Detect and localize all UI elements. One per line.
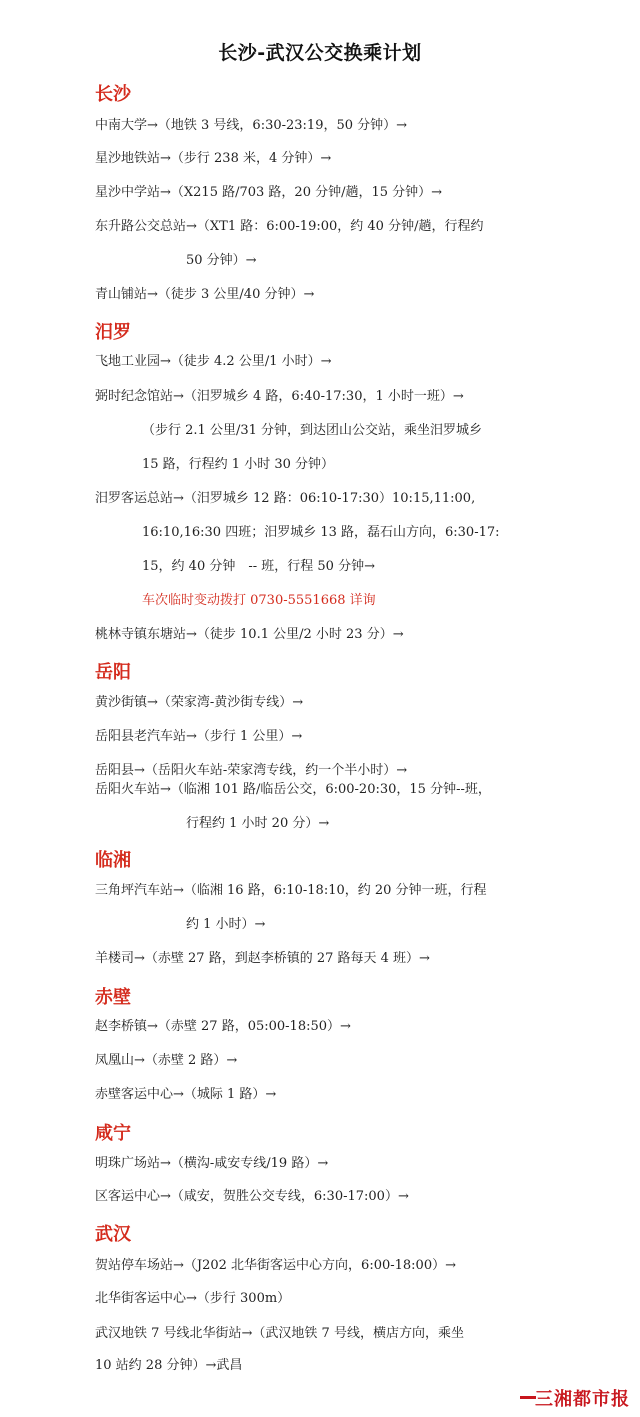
route-line: 弼时纪念馆站→（汨罗城乡 4 路，6:40-17:30，1 小时一班）→ — [95, 389, 464, 404]
route-line: 中南大学→（地铁 3 号线，6:30-23:19，50 分钟）→ — [95, 118, 408, 133]
phone-notice: 车次临时变动拨打 0730-5551668 详询 — [142, 593, 376, 608]
route-line-continued: 15，约 40 分钟 -- 班，行程 50 分钟→ — [142, 559, 375, 574]
route-line: 青山铺站→（徒步 3 公里/40 分钟）→ — [95, 287, 315, 302]
route-line: 三角坪汽车站→（临湘 16 路，6:10-18:10，约 20 分钟一班，行程 — [95, 883, 487, 898]
section-wuhan: 武汉 — [95, 1224, 131, 1245]
route-line: 岳阳县→（岳阳火车站-荣家湾专线，约一个半小时）→ — [95, 763, 408, 778]
route-line: 区客运中心→（咸安，贺胜公交专线，6:30-17:00）→ — [95, 1189, 409, 1204]
route-line: 岳阳县老汽车站→（步行 1 公里）→ — [95, 729, 303, 744]
route-line: 桃林寺镇东塘站→（徒步 10.1 公里/2 小时 23 分）→ — [95, 627, 404, 642]
route-line-continued: 行程约 1 小时 20 分）→ — [186, 816, 330, 831]
route-line: 北华街客运中心→（步行 300m） — [95, 1291, 291, 1306]
route-line: 星沙中学站→（X215 路/703 路，20 分钟/趟，15 分钟）→ — [95, 185, 443, 200]
section-xianning: 咸宁 — [95, 1123, 131, 1144]
route-line: 星沙地铁站→（步行 238 米，4 分钟）→ — [95, 151, 332, 166]
page-title: 长沙-武汉公交换乘计划 — [218, 42, 422, 64]
route-line: 岳阳火车站→（临湘 101 路/临岳公交，6:00-20:30，15 分钟--班， — [95, 782, 491, 797]
section-chibi: 赤壁 — [95, 987, 131, 1008]
route-line-continued: 约 1 小时）→ — [186, 917, 266, 932]
section-changsha: 长沙 — [95, 84, 131, 105]
route-line: 黄沙街镇→（荣家湾-黄沙街专线）→ — [95, 695, 304, 710]
route-line-continued: 15 路，行程约 1 小时 30 分钟） — [142, 457, 335, 472]
logo-accent-bar — [520, 1396, 536, 1399]
route-line: 汨罗客运总站→（汨罗城乡 12 路：06:10-17:30）10:15,11:00, — [95, 491, 476, 506]
route-line: 武汉地铁 7 号线北华街站→（武汉地铁 7 号线，横店方向，乘坐 — [95, 1326, 464, 1341]
route-line: 飞地工业园→（徒步 4.2 公里/1 小时）→ — [95, 354, 332, 369]
route-line: 东升路公交总站→（XT1 路：6:00-19:00，约 40 分钟/趟，行程约 — [95, 219, 484, 234]
newspaper-logo: 三湘都市报 — [535, 1389, 630, 1410]
route-line: 赤壁客运中心→（城际 1 路）→ — [95, 1087, 277, 1102]
route-line: 贺站停车场站→（J202 北华街客运中心方向，6:00-18:00）→ — [95, 1258, 456, 1273]
section-miluo: 汨罗 — [95, 322, 131, 343]
section-linxiang: 临湘 — [95, 850, 131, 871]
route-line: 羊楼司→（赤壁 27 路，到赵李桥镇的 27 路每天 4 班）→ — [95, 951, 430, 966]
route-line-continued: 10 站约 28 分钟）→武昌 — [95, 1358, 243, 1373]
route-line-continued: （步行 2.1 公里/31 分钟，到达团山公交站，乘坐汨罗城乡 — [142, 423, 482, 438]
section-yueyang: 岳阳 — [95, 662, 131, 683]
route-line: 明珠广场站→（横沟-咸安专线/19 路）→ — [95, 1156, 329, 1171]
route-line: 凤凰山→（赤壁 2 路）→ — [95, 1053, 238, 1068]
route-line: 赵李桥镇→（赤壁 27 路，05:00-18:50）→ — [95, 1019, 351, 1034]
route-line-continued: 50 分钟）→ — [186, 253, 257, 268]
route-line-continued: 16:10,16:30 四班；汨罗城乡 13 路，磊石山方向，6:30-17: — [142, 525, 500, 540]
